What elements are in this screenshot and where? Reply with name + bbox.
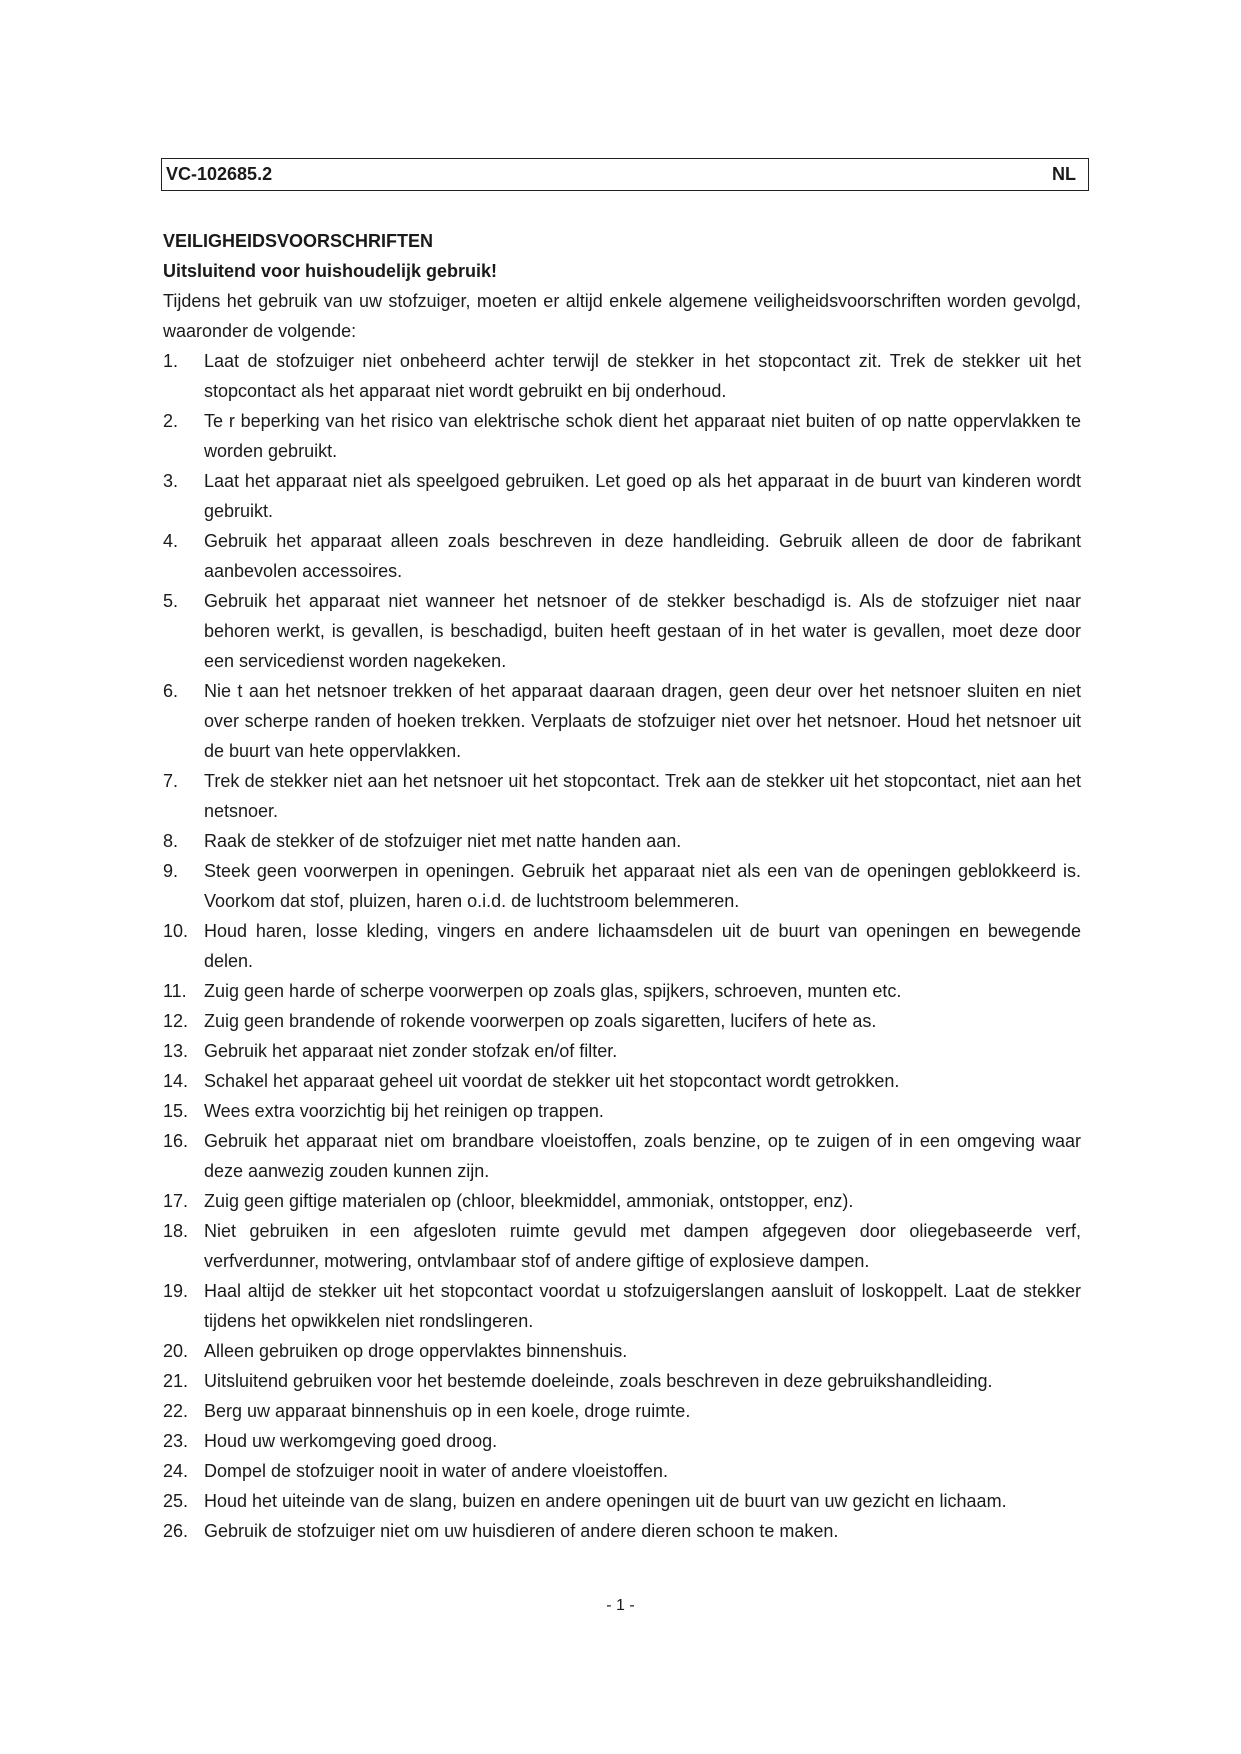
safety-rule-item bbox=[163, 1216, 1081, 1276]
document-header bbox=[161, 158, 1089, 191]
rule-text: Gebruik het apparaat niet om brandbare vloeistoffen, zoals benzine, op te zuigen of in een omgeving waar deze aanwezig zouden kunnen zijn. bbox=[204, 1131, 1081, 1181]
safety-rule-item bbox=[163, 976, 1081, 1006]
document-code: VC-102685.2 bbox=[166, 164, 273, 184]
rule-number: 22. bbox=[163, 1401, 189, 1421]
rule-number: 18. bbox=[163, 1221, 189, 1241]
safety-rule-item bbox=[163, 1096, 1081, 1126]
rule-number: 26. bbox=[163, 1521, 189, 1541]
rule-text: Zuig geen harde of scherpe voorwerpen op zoals glas, spijkers, schroeven, munten etc. bbox=[204, 981, 902, 1001]
safety-rule-item bbox=[163, 1426, 1081, 1456]
safety-rule-item bbox=[163, 586, 1081, 676]
rule-number: 21. bbox=[163, 1371, 189, 1391]
section-title: VEILIGHEIDSVOORSCHRIFTEN bbox=[163, 231, 434, 251]
rule-text: Alleen gebruiken op droge oppervlaktes binnenshuis. bbox=[204, 1341, 628, 1361]
rule-number: 24. bbox=[163, 1461, 189, 1481]
safety-rule-item bbox=[163, 1516, 1081, 1546]
rule-number: 13. bbox=[163, 1041, 189, 1061]
rule-number: 7. bbox=[163, 771, 179, 791]
rule-text: Zuig geen brandende of rokende voorwerpen op zoals sigaretten, lucifers of hete as. bbox=[204, 1011, 877, 1031]
safety-rule-item bbox=[163, 916, 1081, 976]
rule-number: 4. bbox=[163, 531, 179, 551]
safety-rules-list bbox=[163, 346, 1081, 1546]
safety-rule-item bbox=[163, 676, 1081, 766]
safety-rule-item bbox=[163, 1396, 1081, 1426]
safety-rule-item bbox=[163, 406, 1081, 466]
rule-text: Laat de stofzuiger niet onbeheerd achter terwijl de stekker in het stopcontact zit. Trek de stekker uit het stopcontact als het apparaat niet wordt gebruikt en bij onderhoud. bbox=[204, 351, 1081, 401]
intro-paragraph: Tijdens het gebruik van uw stofzuiger, moeten er altijd enkele algemene veiligheidsvoorschriften worden gevolgd, waaronder de volgende: bbox=[163, 291, 1081, 341]
rule-text: Uitsluitend gebruiken voor het bestemde doeleinde, zoals beschreven in deze gebruikshandleiding. bbox=[204, 1371, 993, 1391]
rule-text: Gebruik het apparaat niet zonder stofzak en/of filter. bbox=[204, 1041, 618, 1061]
rule-text: Nie t aan het netsnoer trekken of het apparaat daaraan dragen, geen deur over het netsnoer sluiten en niet over scherpe randen of hoeken trekken. Verplaats de stofzuiger niet over het netsnoer. Houd het netsnoer uit de buurt van hete oppervlakken. bbox=[204, 681, 1081, 761]
rule-text: Zuig geen giftige materialen op (chloor, bleekmiddel, ammoniak, ontstopper, enz). bbox=[204, 1191, 854, 1211]
safety-rule-item bbox=[163, 1006, 1081, 1036]
rule-text: Te r beperking van het risico van elektrische schok dient het apparaat niet buiten of op natte oppervlakken te worden gebruikt. bbox=[204, 411, 1081, 461]
rule-text: Laat het apparaat niet als speelgoed gebruiken. Let goed op als het apparaat in de buurt van kinderen wordt gebruikt. bbox=[204, 471, 1081, 521]
rule-number: 5. bbox=[163, 591, 179, 611]
rule-text: Wees extra voorzichtig bij het reinigen op trappen. bbox=[204, 1101, 604, 1121]
safety-rule-item bbox=[163, 1276, 1081, 1336]
rule-text: Dompel de stofzuiger nooit in water of andere vloeistoffen. bbox=[204, 1461, 668, 1481]
rule-text: Berg uw apparaat binnenshuis op in een koele, droge ruimte. bbox=[204, 1401, 691, 1421]
safety-rule-item bbox=[163, 1036, 1081, 1066]
rule-text: Gebruik het apparaat alleen zoals beschreven in deze handleiding. Gebruik alleen de door de fabrikant aanbevolen accessoires. bbox=[204, 531, 1081, 581]
safety-rule-item bbox=[163, 1456, 1081, 1486]
safety-rule-item bbox=[163, 526, 1081, 586]
safety-rule-item bbox=[163, 1486, 1081, 1516]
rule-number: 8. bbox=[163, 831, 179, 851]
safety-rule-item bbox=[163, 1366, 1081, 1396]
safety-rule-item bbox=[163, 1336, 1081, 1366]
rule-number: 10. bbox=[163, 921, 189, 941]
rule-number: 12. bbox=[163, 1011, 189, 1031]
rule-number: 11. bbox=[163, 981, 187, 1001]
language-code: NL bbox=[1052, 164, 1076, 184]
rule-number: 25. bbox=[163, 1491, 189, 1511]
rule-number: 23. bbox=[163, 1431, 189, 1451]
rule-number: 20. bbox=[163, 1341, 189, 1361]
safety-rule-item bbox=[163, 1066, 1081, 1096]
page-number: - 1 - bbox=[606, 1597, 635, 1614]
rule-number: 9. bbox=[163, 861, 179, 881]
safety-section bbox=[163, 226, 1081, 1546]
safety-rule-item bbox=[163, 766, 1081, 826]
rule-number: 15. bbox=[163, 1101, 189, 1121]
rule-number: 16. bbox=[163, 1131, 189, 1151]
safety-rule-item bbox=[163, 1186, 1081, 1216]
rule-text: Houd haren, losse kleding, vingers en andere lichaamsdelen uit de buurt van openingen en bewegende delen. bbox=[204, 921, 1081, 971]
safety-rule-item bbox=[163, 466, 1081, 526]
rule-number: 6. bbox=[163, 681, 179, 701]
rule-text: Houd het uiteinde van de slang, buizen en andere openingen uit de buurt van uw gezicht en lichaam. bbox=[204, 1491, 1007, 1511]
rule-text: Schakel het apparaat geheel uit voordat de stekker uit het stopcontact wordt getrokken. bbox=[204, 1071, 900, 1091]
rule-number: 3. bbox=[163, 471, 179, 491]
rule-text: Trek de stekker niet aan het netsnoer uit het stopcontact. Trek aan de stekker uit het stopcontact, niet aan het netsnoer. bbox=[204, 771, 1081, 821]
rule-number: 19. bbox=[163, 1281, 189, 1301]
rule-text: Haal altijd de stekker uit het stopcontact voordat u stofzuigerslangen aansluit of loskoppelt. Laat de stekker tijdens het opwikkelen niet rondslingeren. bbox=[204, 1281, 1081, 1331]
rule-text: Gebruik het apparaat niet wanneer het netsnoer of de stekker beschadigd is. Als de stofzuiger niet naar behoren werkt, is gevallen, is beschadigd, buiten heeft gestaan of in het water is gevallen, moet deze door een servicedienst worden nagekeken. bbox=[204, 591, 1081, 671]
rule-text: Raak de stekker of de stofzuiger niet met natte handen aan. bbox=[204, 831, 682, 851]
safety-rule-item bbox=[163, 856, 1081, 916]
section-subtitle: Uitsluitend voor huishoudelijk gebruik! bbox=[163, 261, 498, 281]
rule-number: 2. bbox=[163, 411, 179, 431]
safety-rule-item bbox=[163, 346, 1081, 406]
rule-text: Houd uw werkomgeving goed droog. bbox=[204, 1431, 498, 1451]
rule-number: 17. bbox=[163, 1191, 189, 1211]
rule-number: 1. bbox=[163, 351, 179, 371]
safety-rule-item bbox=[163, 1126, 1081, 1186]
rule-number: 14. bbox=[163, 1071, 189, 1091]
rule-text: Gebruik de stofzuiger niet om uw huisdieren of andere dieren schoon te maken. bbox=[204, 1521, 839, 1541]
safety-rule-item bbox=[163, 826, 1081, 856]
rule-text: Niet gebruiken in een afgesloten ruimte gevuld met dampen afgegeven door oliegebaseerde verf, verfverdunner, motwering, ontvlambaar stof of andere giftige of explosieve dampen. bbox=[204, 1221, 1081, 1271]
rule-text: Steek geen voorwerpen in openingen. Gebruik het apparaat niet als een van de openingen geblokkeerd is. Voorkom dat stof, pluizen, haren o.i.d. de luchtstroom belemmeren. bbox=[204, 861, 1081, 911]
